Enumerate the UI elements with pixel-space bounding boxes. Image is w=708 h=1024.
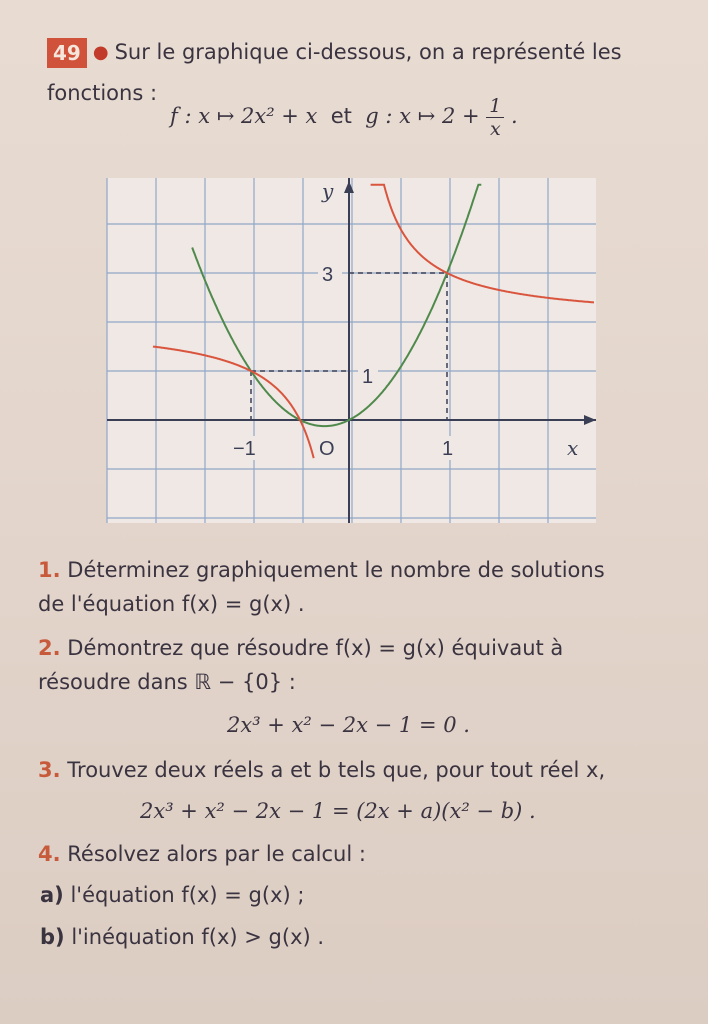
- question-1-line-2: de l'équation f(x) = g(x) .: [38, 592, 305, 616]
- g-fraction-denominator: x: [489, 118, 501, 140]
- sub-item-b-label: b): [40, 925, 65, 949]
- question-2-number: 2.: [38, 636, 61, 660]
- origin-label: O: [319, 438, 335, 460]
- sub-item-a: [40, 878, 304, 912]
- g-fraction-numerator: 1: [486, 95, 504, 118]
- sub-item-b: [40, 920, 324, 954]
- exercise-number-badge: 49: [47, 38, 87, 68]
- question-3-number: 3.: [38, 758, 61, 782]
- equation-factored: 2x³ + x² − 2x − 1 = (2x + a)(x² − b) .: [140, 799, 536, 823]
- question-3: [38, 753, 678, 787]
- y-tick-1: 1: [362, 366, 374, 388]
- question-3-line-1: Trouvez deux réels a et b tels que, pour tout réel x,: [67, 758, 606, 782]
- equation-cubic: 2x³ + x² − 2x − 1 = 0 .: [227, 713, 470, 737]
- question-2: [38, 631, 678, 699]
- bullet-icon: ●: [92, 42, 109, 63]
- question-2-line-2: résoudre dans ℝ − {0} :: [38, 670, 296, 694]
- intro-line-2: fonctions :: [47, 81, 158, 105]
- question-2-line-1: Démontrez que résoudre f(x) = g(x) équivaut à: [67, 636, 564, 660]
- question-4: [38, 837, 678, 871]
- g-definition-prefix: g : x ↦ 2 +: [365, 104, 480, 128]
- g-definition-suffix: .: [511, 104, 518, 128]
- x-axis-label: x: [567, 436, 579, 460]
- x-tick-minus-1: −1: [233, 438, 256, 460]
- sub-item-a-label: a): [40, 883, 64, 907]
- question-4-number: 4.: [38, 842, 61, 866]
- question-1-line-1: Déterminez graphiquement le nombre de solutions: [67, 558, 605, 582]
- question-1: [38, 553, 678, 621]
- question-4-line-1: Résolvez alors par le calcul :: [67, 842, 366, 866]
- x-tick-1: 1: [442, 438, 454, 460]
- connector-et: et: [330, 104, 352, 128]
- sub-item-a-text: l'équation f(x) = g(x) ;: [70, 883, 305, 907]
- intro-line-1: Sur le graphique ci-dessous, on a représenté les: [114, 40, 622, 64]
- y-axis-label: y: [322, 179, 334, 203]
- question-1-number: 1.: [38, 558, 61, 582]
- f-definition: f : x ↦ 2x² + x: [170, 104, 318, 128]
- sub-item-b-text: l'inéquation f(x) > g(x) .: [71, 925, 325, 949]
- y-tick-3: 3: [322, 264, 334, 286]
